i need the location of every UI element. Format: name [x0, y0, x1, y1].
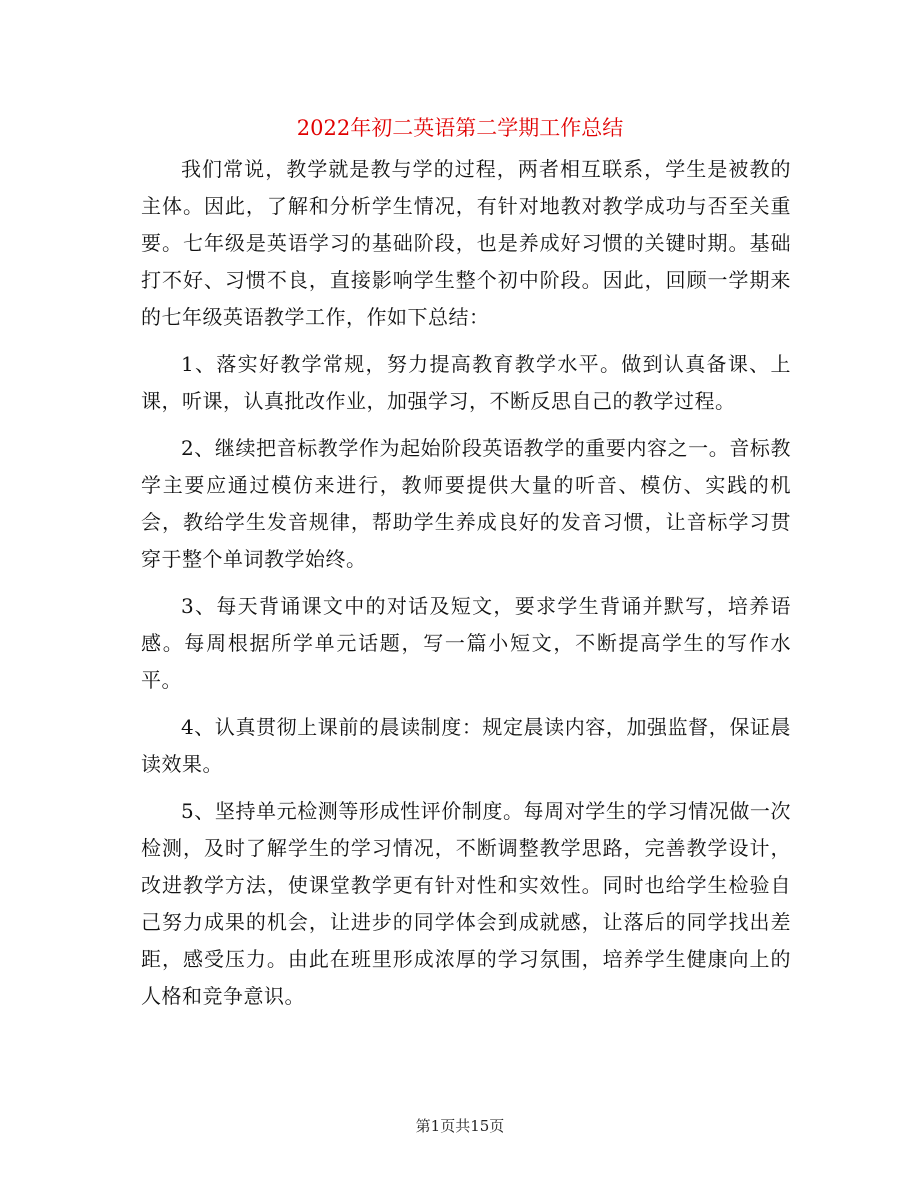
page-number-footer: 第1页共15页	[415, 1117, 505, 1135]
paragraph-intro: 我们常说，教学就是教与学的过程，两者相互联系，学生是被教的主体。因此，了解和分析学生情况，有针对地教对教学成功与否至关重要。七年级是英语学习的基础阶段，也是养成好习惯的关键时期。基础打不好、习惯不良，直接影响学生整个初中阶段。因此，回顾一学期来的七年级英语教学工作，作如下总结：	[141, 157, 791, 329]
paragraph-item-5: 5、坚持单元检测等形成性评价制度。每周对学生的学习情况做一次检测，及时了解学生的学习情况，不断调整教学思路，完善教学设计，改进教学方法，使课堂教学更有针对性和实效性。同时也给学生检验自己努力成果的机会，让进步的同学体会到成就感，让落后的同学找出差距，感受压力。由此在班里形成浓厚的学习氛围，培养学生健康向上的人格和竞争意识。	[141, 799, 791, 1008]
paragraph-item-1: 1、落实好教学常规，努力提高教育教学水平。做到认真备课、上课，听课，认真批改作业，加强学习，不断反思自己的教学过程。	[141, 352, 791, 413]
paragraph-item-3: 3、每天背诵课文中的对话及短文，要求学生背诵并默写，培养语感。每周根据所学单元话题，写一篇小短文，不断提高学生的写作水平。	[141, 594, 791, 692]
document-body	[141, 151, 791, 1025]
document-title: 2022年初二英语第二学期工作总结	[296, 116, 624, 140]
paragraph-item-2: 2、继续把音标教学作为起始阶段英语教学的重要内容之一。音标教学主要应通过模仿来进行，教师要提供大量的听音、模仿、实践的机会，教给学生发音规律，帮助学生养成良好的发音习惯，让音标学习贯穿于整个单词教学始终。	[141, 436, 791, 571]
paragraph-item-4: 4、认真贯彻上课前的晨读制度：规定晨读内容，加强监督，保证晨读效果。	[141, 715, 791, 776]
